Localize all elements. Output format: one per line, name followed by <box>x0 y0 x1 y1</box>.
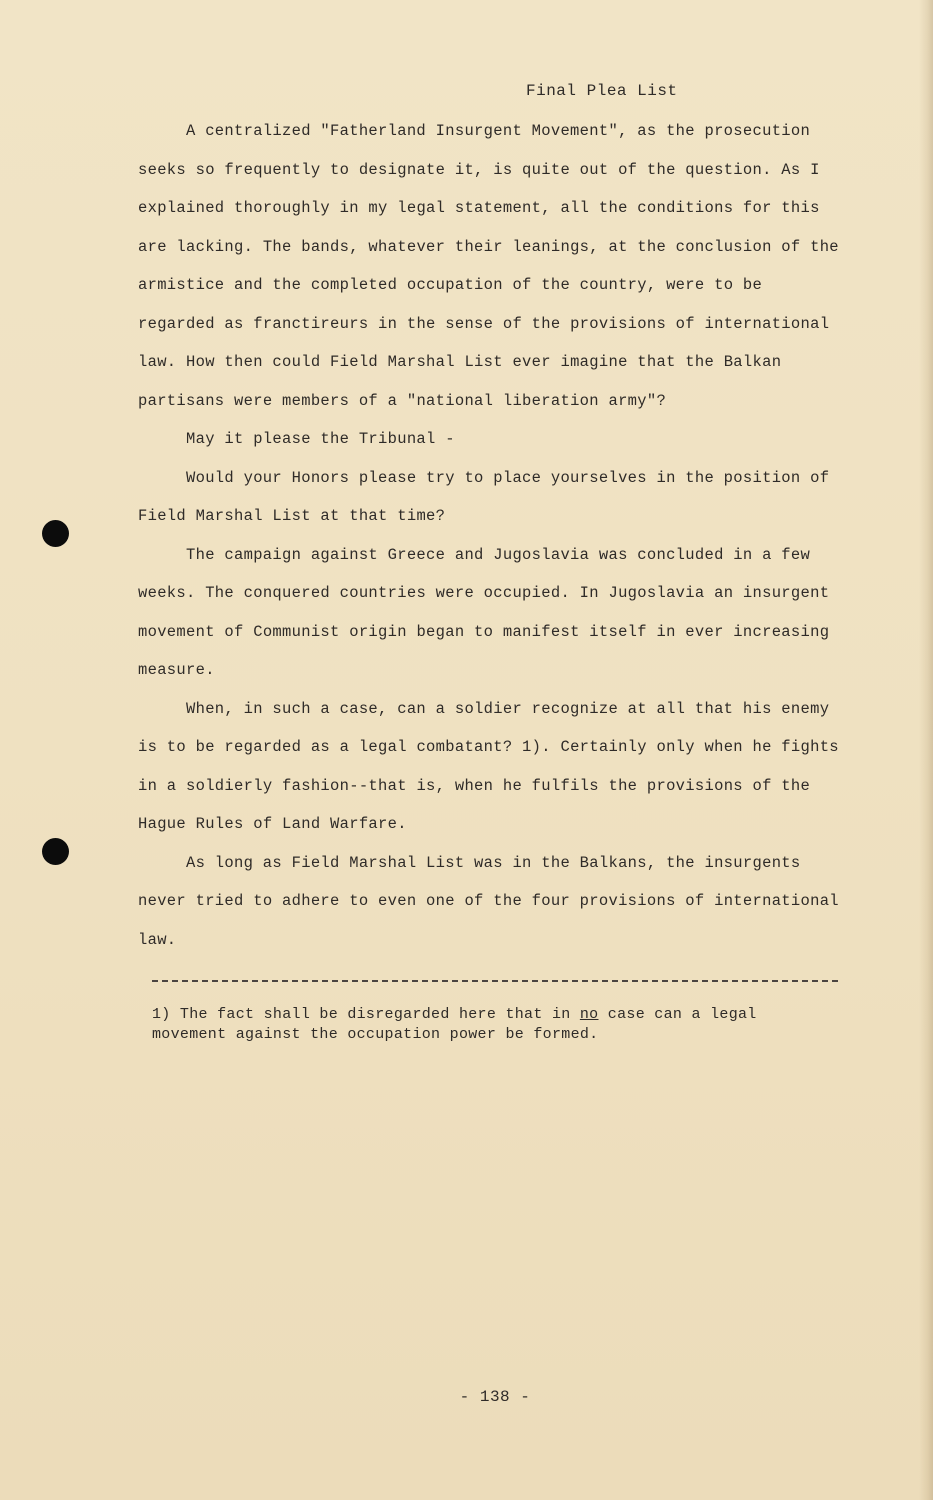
page-header: Final Plea List <box>526 82 678 100</box>
footnote-text: case can a legal movement against the occupation power be formed. <box>152 1006 757 1043</box>
paragraph: When, in such a case, can a soldier recognize at all that his enemy is to be regarded as a legal combatant? 1). Certainly only when he fights in a soldierly fashion--that is, when he fulfils the provisions of the Hague Rules of Land Warfare. <box>138 699 839 833</box>
body-text <box>138 112 843 959</box>
page-number: - 138 - <box>459 1388 531 1406</box>
footnote <box>152 1005 832 1045</box>
paragraph: As long as Field Marshal List was in the Balkans, the insurgents never tried to adhere to even one of the four provisions of international law. <box>138 853 839 949</box>
paragraph: A centralized "Fatherland Insurgent Movement", as the prosecution seeks so frequently to designate it, is quite out of the question. As I explained thoroughly in my legal statement, all the conditions for this are lacking. The bands, whatever their leanings, at the conclusion of the armistice and the completed occupation of the country, were to be regarded as franctireurs in the sense of the provisions of international law. How then could Field Marshal List ever imagine that the Balkan partisans were members of a "national liberation army"? <box>138 122 839 410</box>
footnote-emphasis: no <box>579 1006 599 1023</box>
footnote-separator <box>152 980 838 982</box>
page-edge-shadow <box>919 0 933 1500</box>
paragraph: May it please the Tribunal - <box>186 430 455 448</box>
footnote-text: 1) The fact shall be disregarded here that in <box>152 1006 580 1023</box>
punch-hole <box>42 520 69 547</box>
punch-hole <box>42 838 69 865</box>
paragraph: Would your Honors please try to place yourselves in the position of Field Marshal List at that time? <box>138 468 830 525</box>
paragraph: The campaign against Greece and Jugoslavia was concluded in a few weeks. The conquered countries were occupied. In Jugoslavia an insurgent movement of Communist origin began to manifest itself in ever increasing measure. <box>138 545 830 679</box>
